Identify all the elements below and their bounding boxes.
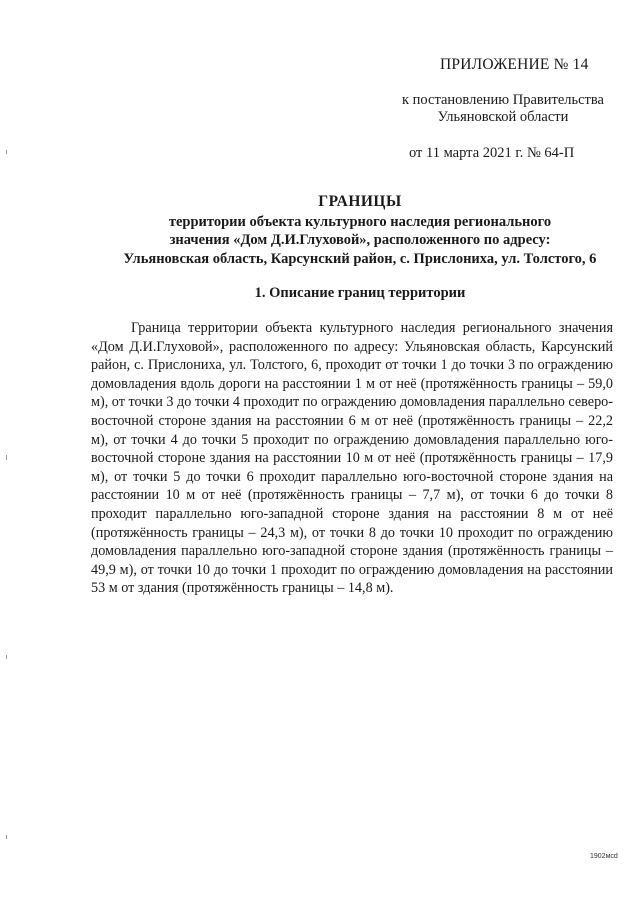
scan-margin-mark <box>6 150 7 154</box>
boundary-description: Граница территории объекта культурного наследия регионального значения «Дом Д.И.Глуховой», расположенного по адресу: Ульяновская область, Карсунский район, с. Прислониха, ул. Толстого, 6, проходит от точки 1 до точки 3 по ограждению домовладения вдоль дороги на расстоянии 1 м от неё (протяжённость границы – 59,0 м), от точки 3 до точки 4 проходит по ограждению домовладения параллельно северо-восточной стороне здания на расстоянии 6 м от неё (протяжённость границы – 22,2 м), от точки 4 до точки 5 проходит по ограждению домовладения параллельно юго-восточной стороне здания на расстоянии 10 м от неё (протяжённость границы – 17,9 м), от точки 5 до точки 6 проходит параллельно юго-восточной стороне здания на расстоянии 10 м от неё (протяжённость границы – 7,7 м), от точки 6 до точки 8 проходит параллельно юго-западной стороне здания на расстоянии 8 м от неё (протяжённость границы – 24,3 м), от точки 8 до точки 10 проходит по ограждению домовладения параллельно юго-западной стороне здания (протяжённость границы – 49,9 м), от точки 10 до точки 1 проходит по ограждению домовладения на расстоянии 53 м от здания (протяжённость границы – 14,8 м). <box>91 320 613 597</box>
scan-margin-mark <box>6 655 7 659</box>
title-line-2: значения «Дом Д.И.Глуховой», расположенного по адресу: <box>169 232 551 248</box>
resolution-reference <box>398 92 608 126</box>
resolution-line-2: Ульяновской области <box>437 109 569 125</box>
resolution-date: от 11 марта 2021 г. № 64-П <box>409 145 575 161</box>
scan-margin-mark <box>6 835 7 839</box>
footer-code: 1902мсd <box>590 853 618 860</box>
title-main: ГРАНИЦЫ <box>318 193 402 210</box>
title-line-3: Ульяновская область, Карсунский район, с. Прислониха, ул. Толстого, 6 <box>123 250 597 267</box>
scan-margin-mark <box>6 455 7 460</box>
title-line-1: территории объекта культурного наследия регионального <box>168 213 552 230</box>
resolution-line-1: к постановлению Правительства <box>402 92 604 108</box>
appendix-number: ПРИЛОЖЕНИЕ № 14 <box>440 56 589 73</box>
section-heading: 1. Описание границ территории <box>254 285 466 301</box>
document-title <box>60 193 640 268</box>
